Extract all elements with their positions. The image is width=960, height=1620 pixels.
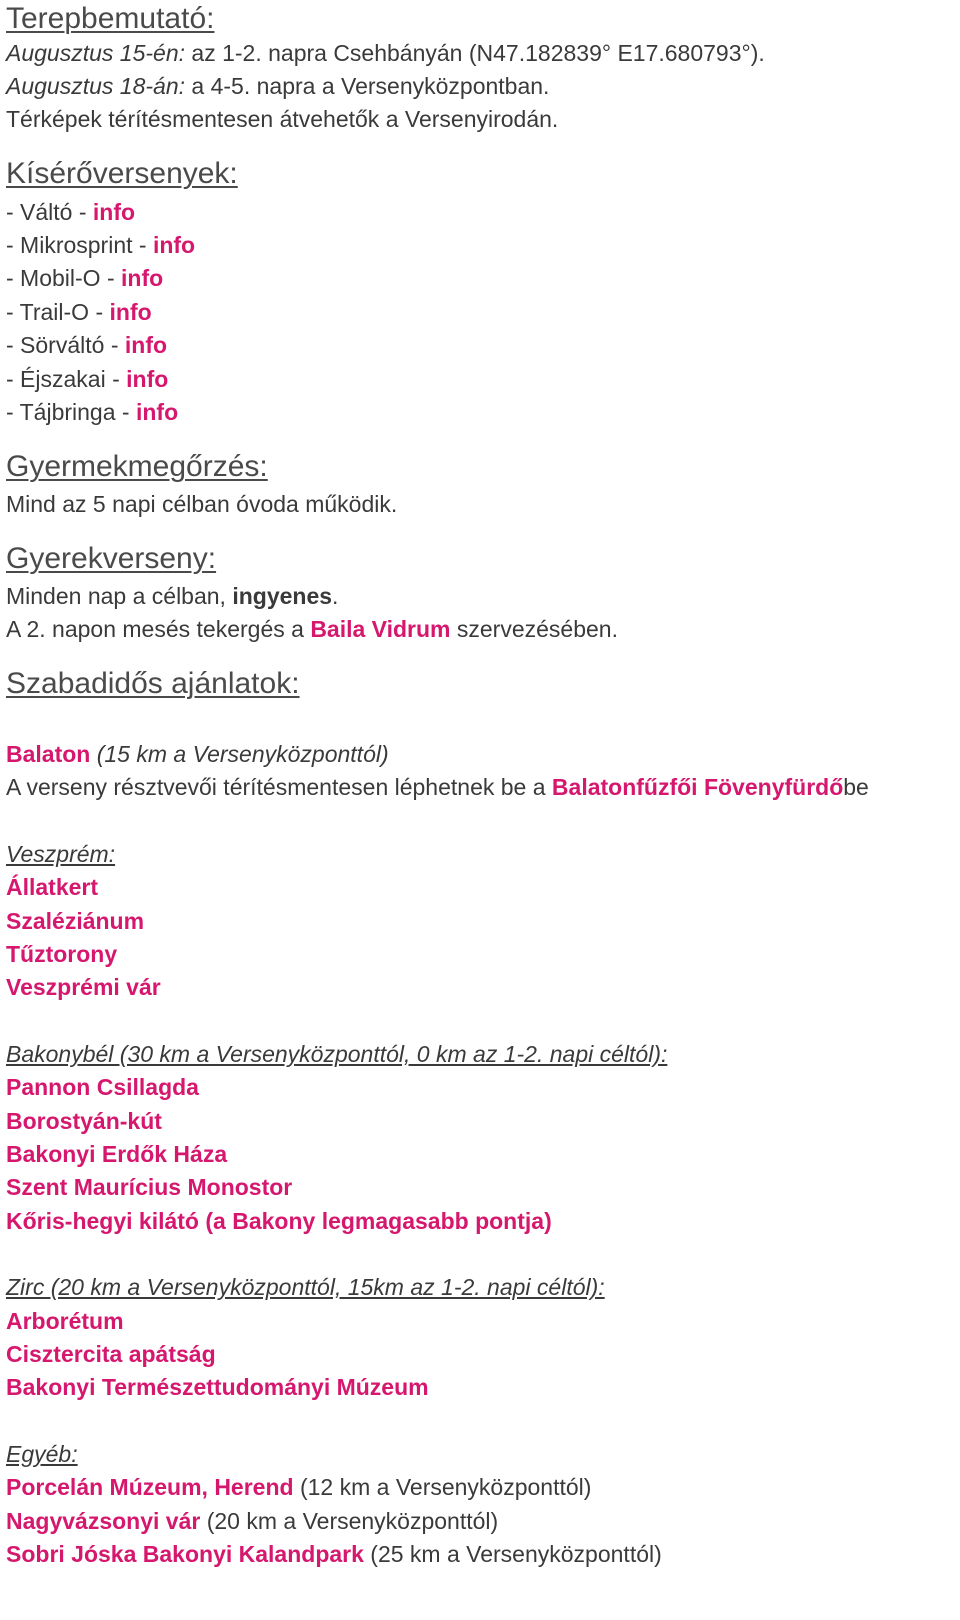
- gyermekmegorzes-heading: Gyermekmegőrzés:: [6, 450, 268, 483]
- event-item-mikrosprint: [6, 230, 195, 260]
- zirc-item-arboretum[interactable]: Arborétum: [6, 1308, 124, 1334]
- balaton-text-line: [6, 772, 869, 802]
- kalandpark-link[interactable]: Sobri Jóska Bakonyi Kalandpark: [6, 1541, 364, 1567]
- veszprem-item-szalezianum[interactable]: Szaléziánum: [6, 908, 145, 934]
- egyeb-item-kalandpark: [6, 1539, 662, 1569]
- terep-line-2: [6, 71, 549, 101]
- zirc-item-apatsag[interactable]: Cisztercita apátság: [6, 1341, 216, 1367]
- zirc-heading: Zirc (20 km a Versenyközponttól, 15km az 1-2. napi céltól):: [6, 1274, 605, 1300]
- veszprem-heading: Veszprém:: [6, 841, 116, 867]
- herend-link[interactable]: Porcelán Múzeum, Herend: [6, 1474, 294, 1500]
- event-label: - Éjszakai -: [6, 366, 127, 392]
- event-item-tajbringa: [6, 397, 178, 427]
- bakonybel-item-erdok-haza[interactable]: Bakonyi Erdők Háza: [6, 1141, 228, 1167]
- terep-date-1: Augusztus 15-én:: [6, 40, 186, 66]
- gyerekverseny-line-1: [6, 581, 338, 611]
- bakonybel-heading: Bakonybél (30 km a Versenyközponttól, 0 km az 1-2. napi céltól):: [6, 1041, 668, 1067]
- event-label: - Trail-O -: [6, 299, 110, 325]
- nagyvazsony-link[interactable]: Nagyvázsonyi vár: [6, 1508, 201, 1534]
- event-item-ejszakai: [6, 364, 168, 394]
- balaton-text: A verseny résztvevői térítésmentesen léphetnek be a: [6, 774, 552, 800]
- event-item-trail-o: [6, 297, 152, 327]
- herend-distance: (12 km a Versenyközponttól): [293, 1474, 592, 1500]
- bakonybel-item-monostor[interactable]: Szent Maurícius Monostor: [6, 1174, 293, 1200]
- gyerekverseny-text: szervezésében.: [450, 616, 618, 642]
- balaton-line: [6, 739, 389, 769]
- gyerekverseny-text: A 2. napon mesés tekergés a: [6, 616, 311, 642]
- terep-text-2: a 4-5. napra a Versenyközpontban.: [185, 73, 550, 99]
- balaton-tail: be: [843, 774, 869, 800]
- kalandpark-distance: (25 km a Versenyközponttól): [363, 1541, 662, 1567]
- event-label: - Tájbringa -: [6, 399, 136, 425]
- terep-line-1: [6, 38, 765, 68]
- info-link-valto[interactable]: info: [92, 199, 136, 225]
- balaton-distance: (15 km a Versenyközponttól): [90, 741, 389, 767]
- event-item-mobil-o: [6, 263, 163, 293]
- bakonybel-item-kilato[interactable]: Kőris-hegyi kilátó (a Bakony legmagasabb pontja): [6, 1208, 552, 1234]
- info-link-ejszakai[interactable]: info: [126, 366, 169, 392]
- balaton-link[interactable]: Balaton: [6, 741, 91, 767]
- info-link-sorvalto[interactable]: info: [124, 332, 168, 358]
- bakonybel-item-csillagda[interactable]: Pannon Csillagda: [6, 1074, 199, 1100]
- terepbemutato-heading: Terepbemutató:: [6, 2, 215, 35]
- gyerekverseny-heading: Gyerekverseny:: [6, 542, 217, 575]
- ingyenes-label: ingyenes: [232, 583, 333, 609]
- info-link-trail-o[interactable]: info: [109, 299, 152, 325]
- veszprem-item-tuztorony[interactable]: Tűztorony: [6, 941, 118, 967]
- terep-text-1: az 1-2. napra Csehbányán (N47.182839° E17.680793°).: [185, 40, 765, 66]
- event-label: - Mikrosprint -: [6, 232, 153, 258]
- zirc-item-muzeum[interactable]: Bakonyi Természettudományi Múzeum: [6, 1374, 429, 1400]
- terep-line-3: Térképek térítésmentesen átvehetők a Versenyirodán.: [6, 106, 559, 132]
- info-link-mobil-o[interactable]: info: [121, 265, 164, 291]
- event-label: - Sörváltó -: [6, 332, 125, 358]
- event-item-sorvalto: [6, 330, 167, 360]
- baila-vidrum-link[interactable]: Baila Vidrum: [310, 616, 451, 642]
- gyerekverseny-punct: .: [332, 583, 339, 609]
- egyeb-item-nagyvazsony: [6, 1506, 498, 1536]
- info-link-tajbringa[interactable]: info: [135, 399, 179, 425]
- gyermekmegorzes-text: Mind az 5 napi célban óvoda működik.: [6, 491, 398, 517]
- event-item-valto: [6, 197, 135, 227]
- szabadido-heading: Szabadidős ajánlatok:: [6, 667, 300, 700]
- gyerekverseny-text: Minden nap a célban,: [6, 583, 233, 609]
- veszprem-item-var[interactable]: Veszprémi vár: [6, 974, 161, 1000]
- terep-date-2: Augusztus 18-án:: [6, 73, 186, 99]
- gyerekverseny-line-2: [6, 614, 618, 644]
- bakonybel-item-borostyan-kut[interactable]: Borostyán-kút: [6, 1108, 162, 1134]
- event-label: - Mobil-O -: [6, 265, 121, 291]
- fovenyfurdo-link[interactable]: Balatonfűzfői Fövenyfürdő: [551, 774, 844, 800]
- egyeb-item-herend: [6, 1472, 591, 1502]
- info-link-mikrosprint[interactable]: info: [152, 232, 196, 258]
- event-label: - Váltó -: [6, 199, 93, 225]
- egyeb-heading: Egyéb:: [6, 1441, 78, 1467]
- veszprem-item-allatkert[interactable]: Állatkert: [6, 874, 99, 900]
- nagyvazsony-distance: (20 km a Versenyközponttól): [200, 1508, 499, 1534]
- kiseroversenyek-heading: Kísérőversenyek:: [6, 157, 238, 190]
